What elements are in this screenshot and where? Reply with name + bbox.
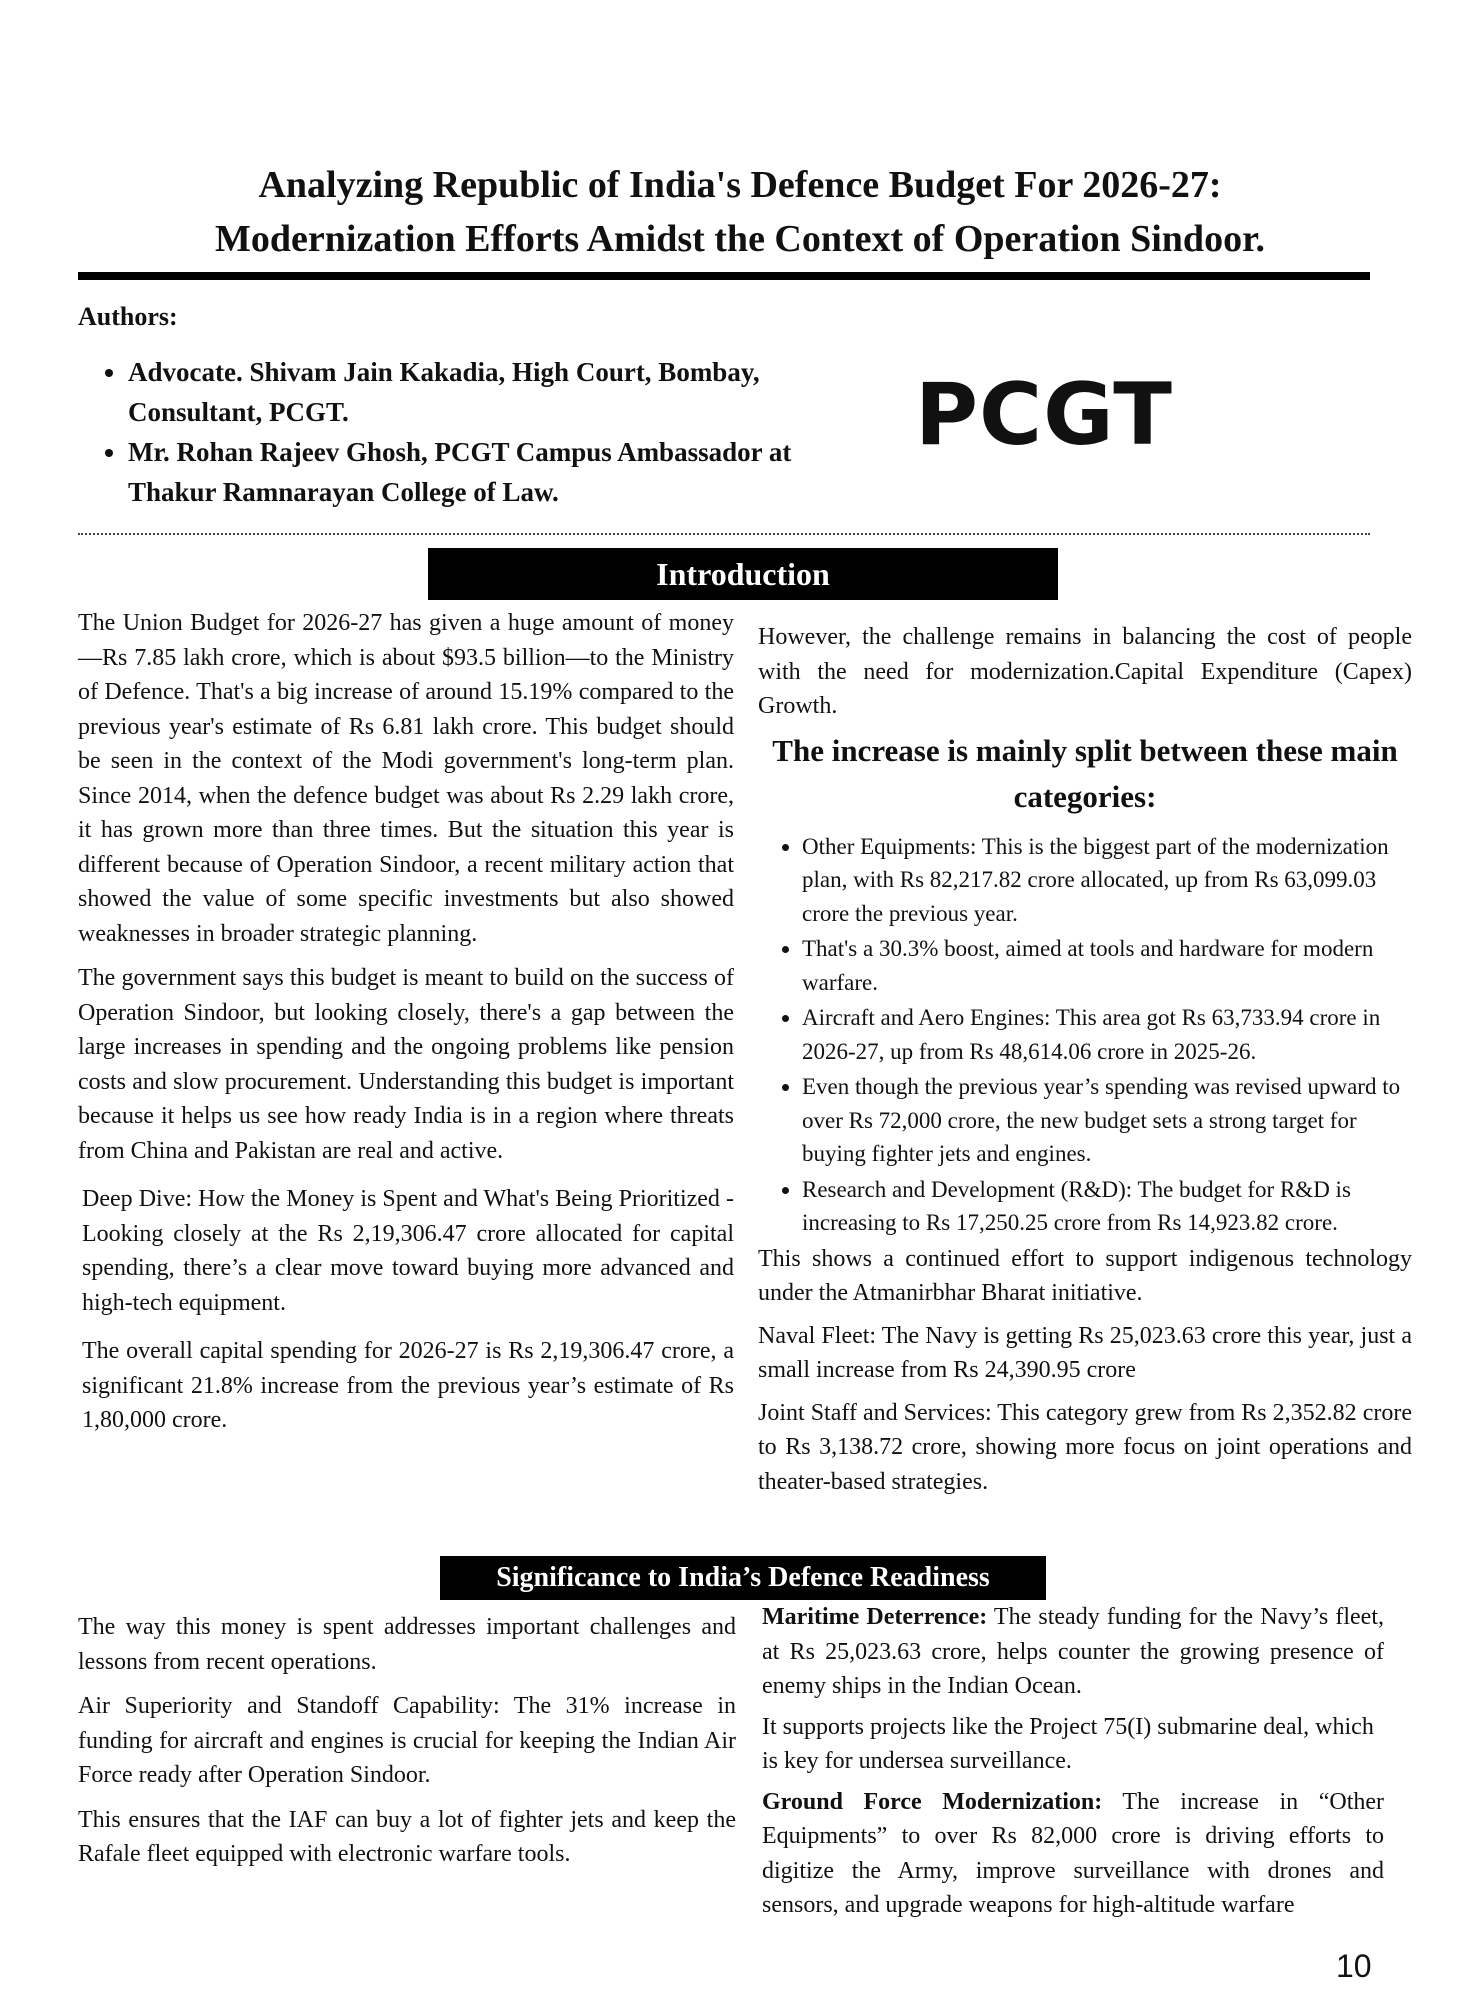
significance-header: Significance to India’s Defence Readiness	[440, 1556, 1046, 1600]
introduction-header: Introduction	[428, 548, 1058, 600]
maritime-lead: Maritime Deterrence:	[762, 1604, 988, 1630]
paragraph: Deep Dive: How the Money is Spent and What's Being Prioritized -Looking closely at the Rs 2,19,306.47 crore allocated for capital spending, there’s a clear move toward buying more advanced and high-tech equipment.	[82, 1186, 734, 1316]
introduction-left-column	[78, 606, 734, 1438]
maritime-paragraph	[762, 1600, 1384, 1704]
authors-label: Authors:	[78, 302, 178, 331]
paragraph: The government says this budget is meant to build on the success of Operation Sindoor, but looking closely, there's a gap between the large increases in spending and the ongoing problems like pension costs and slow procurement. Understanding this budget is important because it helps us see how ready India is in a region where threats from China and Pakistan are real and active.	[78, 965, 734, 1164]
list-item: • Other Equipments: This is the biggest part of the modernization plan, with Rs 82,217.82 crore allocated, up from Rs 63,099.03 crore the previous year.	[802, 830, 1412, 931]
list-item: • Even though the previous year’s spending was revised upward to over Rs 72,000 crore, the new budget sets a strong target for buying fighter jets and engines.	[802, 1070, 1412, 1171]
list-item: • Aircraft and Aero Engines: This area got Rs 63,733.94 crore in 2026-27, up from Rs 48,614.06 crore in 2025-26.	[802, 1001, 1412, 1068]
title-divider	[78, 272, 1370, 280]
paragraph: However, the challenge remains in balancing the cost of people with the need for modernization.Capital Expenditure (Capex) Growth.	[758, 624, 1412, 719]
significance-right-column	[762, 1600, 1384, 1923]
paragraph: The way this money is spent addresses important challenges and lessons from recent operations.	[78, 1614, 736, 1675]
author-item: • Advocate. Shivam Jain Kakadia, High Court, Bombay, Consultant, PCGT.	[128, 352, 828, 432]
article-title: Analyzing Republic of India's Defence Budget For 2026-27: Modernization Efforts Amidst the Context of Operation Sindoor.	[215, 164, 1265, 260]
list-item: • Research and Development (R&D): The budget for R&D is increasing to Rs 17,250.25 crore from Rs 14,923.82 crore.	[802, 1173, 1412, 1240]
list-item: • That's a 30.3% boost, aimed at tools and hardware for modern warfare.	[802, 932, 1412, 999]
paragraph: This shows a continued effort to support indigenous technology under the Atmanirbhar Bharat initiative.	[758, 1245, 1412, 1306]
significance-left-column	[78, 1610, 736, 1872]
paragraph: Joint Staff and Services: This category grew from Rs 2,352.82 crore to Rs 3,138.72 crore, showing more focus on joint operations and theater-based strategies.	[758, 1399, 1412, 1495]
pcgt-logo: PCGT	[915, 365, 1173, 465]
paragraph: The overall capital spending for 2026-27 is Rs 2,19,306.47 crore, a significant 21.8% increase from the previous year’s estimate of Rs 1,80,000 crore.	[82, 1338, 734, 1433]
paragraph: The Union Budget for 2026-27 has given a huge amount of money—Rs 7.85 lakh crore, which is about $93.5 billion—to the Ministry of Defence. That's a big increase of around 15.19% compared to the previous year's estimate of Rs 6.81 lakh crore. This budget should be seen in the context of the Modi government's long-term plan. Since 2014, when the defence budget was about Rs 2.29 lakh crore, it has grown more than three times. But the situation this year is different because of Operation Sindoor, a recent military action that showed the value of some specific investments but also showed weaknesses in broader strategic planning.	[78, 610, 734, 947]
dotted-divider	[78, 533, 1370, 535]
authors-list	[98, 352, 828, 512]
maritime-text: The steady funding for the Navy’s fleet, at Rs 25,023.63 crore, helps counter the growing presence of enemy ships in the Indian Ocean.	[762, 1604, 1384, 1699]
paragraph: It supports projects like the Project 75(I) submarine deal, which is key for undersea surveillance.	[762, 1713, 1374, 1774]
categories-list	[758, 830, 1412, 1240]
ground-lead: Ground Force Modernization:	[762, 1788, 1103, 1815]
paragraph: Naval Fleet: The Navy is getting Rs 25,023.63 crore this year, just a small increase from Rs 24,390.95 crore	[758, 1322, 1412, 1383]
author-item: • Mr. Rohan Rajeev Ghosh, PCGT Campus Ambassador at Thakur Ramnarayan College of Law.	[128, 432, 828, 512]
ground-paragraph	[762, 1785, 1384, 1923]
paragraph: This ensures that the IAF can buy a lot of fighter jets and keep the Rafale fleet equipped with electronic warfare tools.	[78, 1806, 736, 1867]
categories-heading: The increase is mainly split between these main categories:	[772, 732, 1398, 814]
paragraph: Air Superiority and Standoff Capability: The 31% increase in funding for aircraft and engines is crucial for keeping the Indian Air Force ready after Operation Sindoor.	[78, 1693, 736, 1788]
page-number: 10	[1336, 1948, 1372, 1984]
introduction-right-column	[758, 620, 1412, 1499]
ground-text: The increase in “Other Equipments” to over Rs 82,000 crore is driving efforts to digitize the Army, improve surveillance with drones and sensors, and upgrade weapons for high-altitude warfare	[762, 1788, 1385, 1918]
